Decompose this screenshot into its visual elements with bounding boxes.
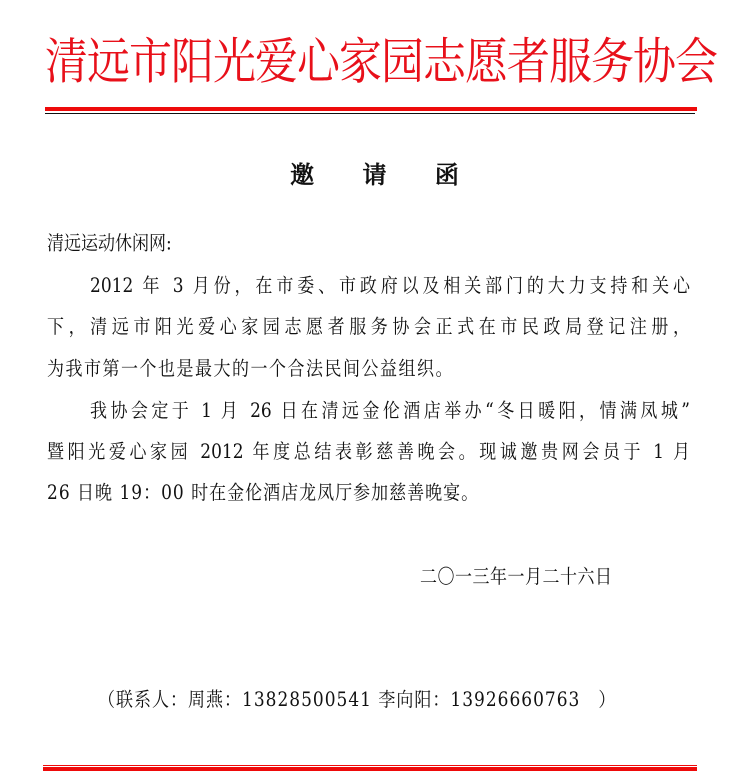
paragraph-line: 为我市第一个也是最大的一个合法民间公益组织。 bbox=[47, 357, 454, 381]
paragraph-line: 26 日晚 19：00 时在金伦酒店龙凤厅参加慈善晚宴。 bbox=[47, 481, 480, 505]
document-title: 邀 请 函 bbox=[290, 160, 479, 189]
document-date: 二〇一三年一月二十六日 bbox=[420, 565, 613, 589]
paragraph-line: 2012 年 3 月份，在市委、市政府以及相关部门的大力支持和关心 bbox=[90, 274, 690, 298]
organization-letterhead: 清远市阳光爱心家园志愿者服务协会 bbox=[45, 36, 717, 91]
header-red-rule bbox=[45, 107, 697, 111]
header-black-rule bbox=[45, 113, 695, 114]
paragraph-line: 下，清远市阳光爱心家园志愿者服务协会正式在市民政局登记注册， bbox=[47, 315, 690, 339]
footer-thin-red-rule bbox=[43, 765, 697, 766]
paragraph-line: 暨阳光爱心家园 2012 年度总结表彰慈善晚会。现诚邀贵网会员于 1 月 bbox=[47, 440, 690, 464]
paragraph-line: 我协会定于 1 月 26 日在清远金伦酒店举办“冬日暖阳，情满凤城” bbox=[90, 399, 690, 423]
footer-red-rule bbox=[43, 767, 697, 771]
salutation: 清远运动休闲网: bbox=[47, 232, 172, 256]
contact-info: （联系人：周燕：13828500541 李向阳：13926660763 ） bbox=[98, 688, 617, 712]
